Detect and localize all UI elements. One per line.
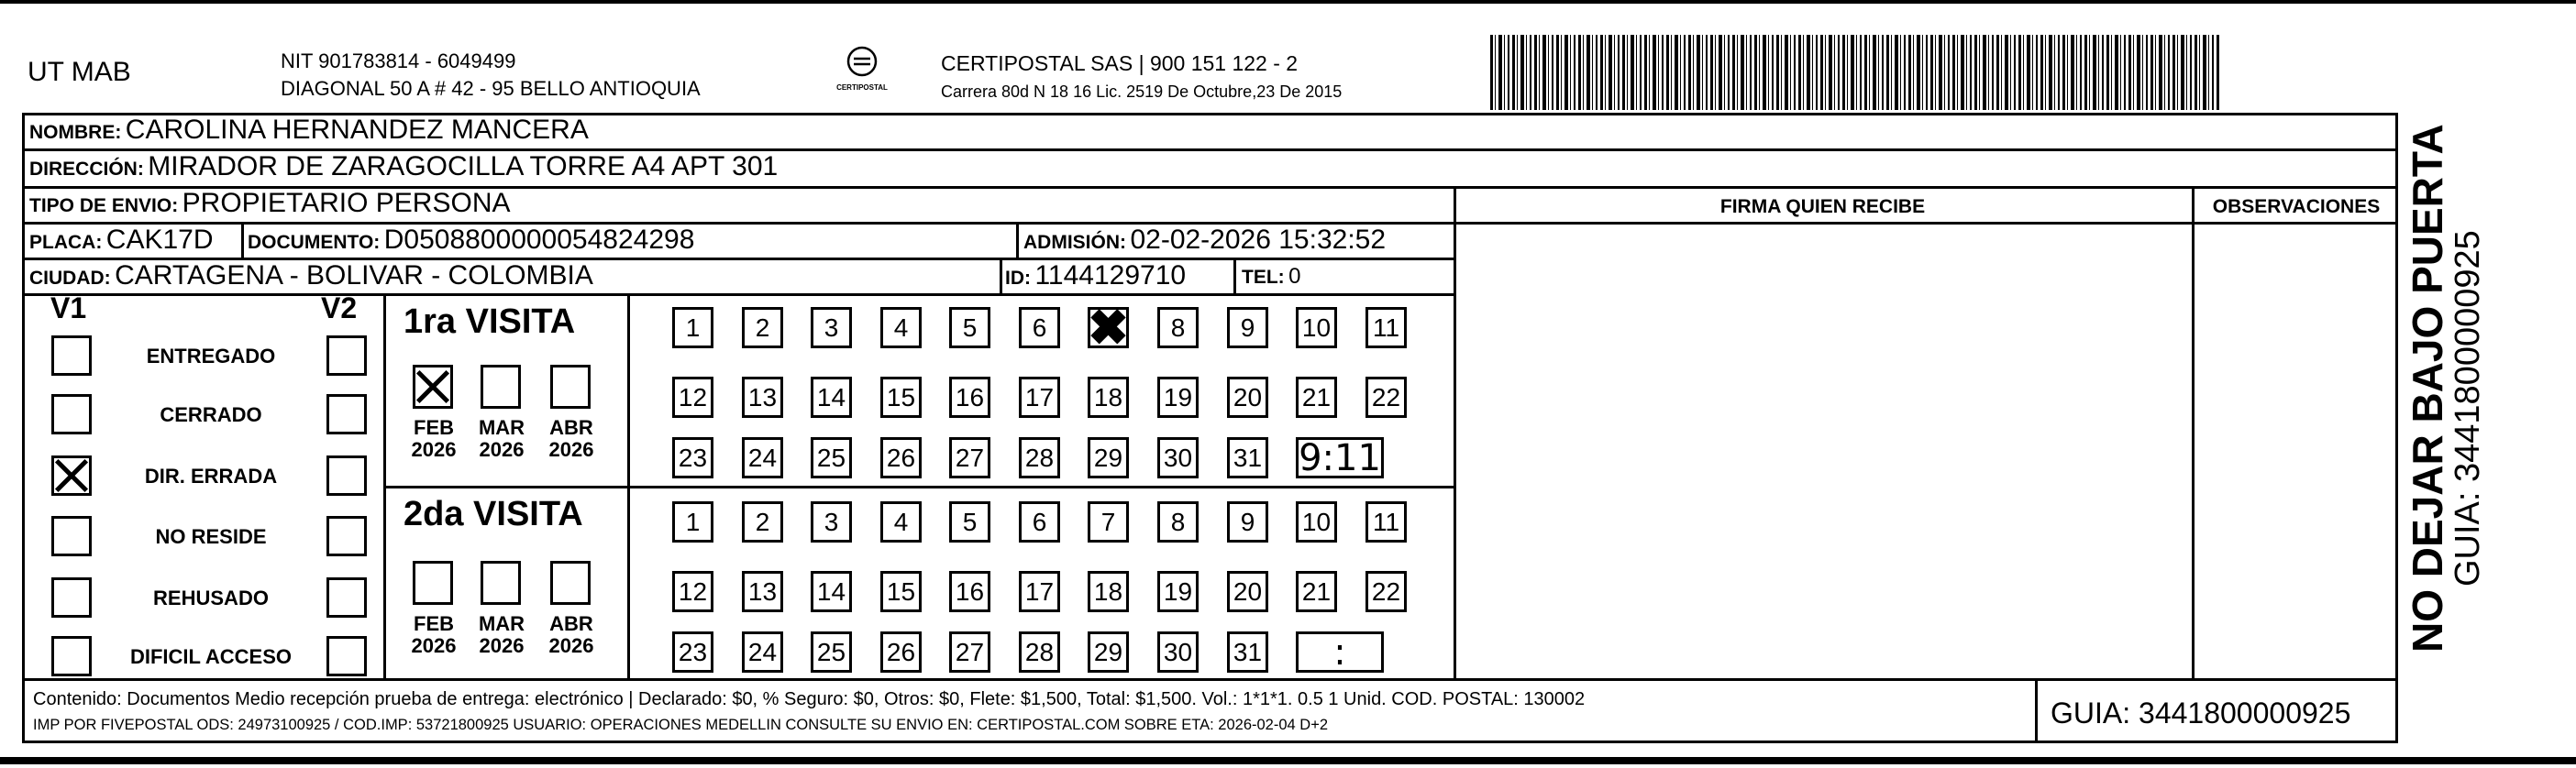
v2-checkbox-5[interactable]: [326, 636, 367, 676]
visit1-day-7[interactable]: [1087, 301, 1130, 356]
visit2-day-18[interactable]: 18: [1088, 571, 1129, 612]
ciudad-label: CIUDAD:: [29, 268, 111, 289]
visit1-day-9[interactable]: 9: [1227, 307, 1268, 348]
visit2-month-label: [409, 613, 459, 657]
documento-value: D0508800000054824298: [383, 225, 695, 255]
month-name: MAR: [478, 416, 525, 439]
tipo-envio-label: TIPO DE ENVIO:: [29, 195, 179, 216]
visit1-day-25[interactable]: 25: [811, 437, 852, 478]
visit1-day-19[interactable]: 19: [1157, 377, 1199, 418]
visit2-day-2[interactable]: 2: [742, 501, 783, 543]
visit2-title: 2da VISITA: [404, 495, 583, 533]
v2-checkbox-4[interactable]: [326, 577, 367, 618]
v1-checkbox-1[interactable]: [51, 394, 92, 434]
v2-header: V2: [321, 291, 358, 324]
visit2-day-23[interactable]: 23: [672, 631, 713, 673]
visit2-day-30[interactable]: 30: [1157, 631, 1199, 673]
placa-label: PLACA:: [29, 232, 103, 253]
v1-header: V1: [50, 291, 87, 324]
visit1-day-28[interactable]: 28: [1019, 437, 1060, 478]
visit2-month-checkbox-abr[interactable]: [550, 561, 591, 605]
status-label: DIFICIL ACCESO: [129, 645, 292, 668]
visit2-day-3[interactable]: 3: [811, 501, 852, 543]
nombre-label: NOMBRE:: [29, 122, 122, 143]
placa-value: CAK17D: [105, 225, 214, 255]
visit2-day-19[interactable]: 19: [1157, 571, 1199, 612]
visit2-day-5[interactable]: 5: [949, 501, 990, 543]
visit1-month-checkbox-abr[interactable]: [550, 365, 591, 409]
status-label: NO RESIDE: [155, 525, 267, 548]
logo-icon: [844, 46, 880, 79]
visit1-day-31[interactable]: 31: [1227, 437, 1268, 478]
month-name: ABR: [549, 612, 593, 635]
visit1-day-26[interactable]: 26: [880, 437, 922, 478]
visit2-day-15[interactable]: 15: [880, 571, 922, 612]
month-name: MAR: [478, 612, 525, 635]
visit1-day-8[interactable]: 8: [1157, 307, 1199, 348]
visit1-day-2[interactable]: 2: [742, 307, 783, 348]
status-label: CERRADO: [160, 403, 262, 426]
visit2-day-11[interactable]: 11: [1365, 501, 1407, 543]
v2-checkbox-1[interactable]: [326, 394, 367, 434]
visit2-day-6[interactable]: 6: [1019, 501, 1060, 543]
visit1-day-3[interactable]: 3: [811, 307, 852, 348]
visit2-day-21[interactable]: 21: [1296, 571, 1337, 612]
visit2-month-checkbox-feb[interactable]: [413, 561, 453, 605]
placa-field: [29, 225, 214, 256]
direccion-row: [29, 151, 778, 182]
visit2-month-label: [547, 613, 596, 657]
visit2-day-13[interactable]: 13: [742, 571, 783, 612]
visit1-day-15[interactable]: 15: [880, 377, 922, 418]
v1-checkbox-4[interactable]: [51, 577, 92, 618]
visit2-day-27[interactable]: 27: [949, 631, 990, 673]
visit2-day-8[interactable]: 8: [1157, 501, 1199, 543]
month-year: 2026: [479, 634, 525, 657]
visit1-month-label: [547, 417, 596, 461]
visit1-month-label: [409, 417, 459, 461]
visit2-month-checkbox-mar[interactable]: [481, 561, 521, 605]
visit1-day-22[interactable]: 22: [1365, 377, 1407, 418]
visit1-day-27[interactable]: 27: [949, 437, 990, 478]
visit2-day-16[interactable]: 16: [949, 571, 990, 612]
status-label: ENTREGADO: [146, 345, 276, 368]
month-name: FEB: [414, 612, 454, 635]
v1-checkbox-5[interactable]: [51, 636, 92, 676]
visit1-day-23[interactable]: 23: [672, 437, 713, 478]
v1-checkbox-2[interactable]: [51, 455, 92, 496]
no-dejar-bajo-puerta: NO DEJAR BAJO PUERTA: [2404, 124, 2451, 653]
visit1-day-13[interactable]: 13: [742, 377, 783, 418]
visit2-day-10[interactable]: 10: [1296, 501, 1337, 543]
v2-checkbox-2[interactable]: [326, 455, 367, 496]
admision-value: 02-02-2026 15:32:52: [1130, 225, 1387, 255]
visit2-day-4[interactable]: 4: [880, 501, 922, 543]
status-label: REHUSADO: [153, 587, 269, 609]
nombre-row: [29, 115, 589, 146]
visit1-month-label: [477, 417, 526, 461]
admision-label: ADMISIÓN:: [1023, 232, 1126, 253]
status-label: DIR. ERRADA: [144, 465, 278, 488]
visit2-time-box[interactable]: :: [1296, 631, 1384, 673]
visit2-day-31[interactable]: 31: [1227, 631, 1268, 673]
visit1-day-18[interactable]: 18: [1088, 377, 1129, 418]
footer-guia: GUIA: 3441800000925: [2051, 697, 2351, 730]
visit1-day-29[interactable]: 29: [1088, 437, 1129, 478]
admision-field: [1023, 225, 1386, 256]
side-guia: GUIA: 3441800000925: [2449, 230, 2487, 587]
nombre-value: CAROLINA HERNANDEZ MANCERA: [125, 115, 589, 145]
visit2-day-17[interactable]: 17: [1019, 571, 1060, 612]
v2-checkbox-3[interactable]: [326, 516, 367, 556]
tipo-envio-value: PROPIETARIO PERSONA: [182, 188, 511, 218]
visit1-day-30[interactable]: 30: [1157, 437, 1199, 478]
month-name: ABR: [549, 416, 593, 439]
v1-checkbox-0[interactable]: [51, 335, 92, 376]
visit1-month-checkbox-mar[interactable]: [481, 365, 521, 409]
visit1-day-11[interactable]: 11: [1365, 307, 1407, 348]
visit1-time-box[interactable]: 9:11: [1296, 437, 1384, 478]
visit1-day-12[interactable]: 12: [672, 377, 713, 418]
visit1-day-24[interactable]: 24: [742, 437, 783, 478]
direccion-label: DIRECCIÓN:: [29, 159, 144, 180]
documento-field: [248, 225, 694, 256]
month-year: 2026: [479, 438, 525, 461]
direccion-value: MIRADOR DE ZARAGOCILLA TORRE A4 APT 301: [148, 151, 779, 181]
imp-text: IMP POR FIVEPOSTAL ODS: 24973100925 / COD.IMP: 53721800925 USUARIO: OPERACIONES MEDELLIN CONSULTE SU ENVIO EN: CERTIPOSTAL.COM SOBRE ETA: 2026-02-04 D+2: [33, 717, 1329, 733]
visit1-month-checkbox-feb[interactable]: [413, 365, 453, 409]
logo-text: CERTIPOSTAL: [836, 83, 888, 92]
visit1-day-17[interactable]: 17: [1019, 377, 1060, 418]
documento-label: DOCUMENTO:: [248, 232, 381, 253]
visit2-day-25[interactable]: 25: [811, 631, 852, 673]
company-address: DIAGONAL 50 A # 42 - 95 BELLO ANTIOQUIA: [281, 77, 701, 100]
visit1-day-20[interactable]: 20: [1227, 377, 1268, 418]
visit2-day-1[interactable]: 1: [672, 501, 713, 543]
month-year: 2026: [548, 634, 594, 657]
company-nit: NIT 901783814 - 6049499: [281, 49, 516, 72]
month-year: 2026: [411, 438, 457, 461]
id-label: ID:: [1005, 268, 1031, 289]
certipostal-logo: [823, 46, 901, 92]
visit1-day-6[interactable]: 6: [1019, 307, 1060, 348]
visit2-day-24[interactable]: 24: [742, 631, 783, 673]
visit1-title: 1ra VISITA: [404, 302, 576, 341]
v2-checkbox-0[interactable]: [326, 335, 367, 376]
courier-name: CERTIPOSTAL SAS | 900 151 122 - 2: [941, 51, 1299, 75]
visit2-day-9[interactable]: 9: [1227, 501, 1268, 543]
id-value: 1144129710: [1034, 260, 1187, 291]
month-year: 2026: [548, 438, 594, 461]
courier-address: Carrera 80d N 18 16 Lic. 2519 De Octubre,23 De 2015: [941, 82, 1343, 101]
month-name: FEB: [414, 416, 454, 439]
tel-value: 0: [1288, 264, 1301, 289]
tel-label: TEL:: [1242, 267, 1285, 288]
visit1-day-4[interactable]: 4: [880, 307, 922, 348]
ciudad-value: CARTAGENA - BOLIVAR - COLOMBIA: [115, 260, 593, 291]
visit2-month-label: [477, 613, 526, 657]
month-year: 2026: [411, 634, 457, 657]
visit2-day-12[interactable]: 12: [672, 571, 713, 612]
visit2-day-28[interactable]: 28: [1019, 631, 1060, 673]
visit2-day-29[interactable]: 29: [1088, 631, 1129, 673]
visit2-day-20[interactable]: 20: [1227, 571, 1268, 612]
visit2-day-26[interactable]: 26: [880, 631, 922, 673]
visit2-day-14[interactable]: 14: [811, 571, 852, 612]
visit1-day-16[interactable]: 16: [949, 377, 990, 418]
visit1-day-5[interactable]: 5: [949, 307, 990, 348]
visit2-day-22[interactable]: 22: [1365, 571, 1407, 612]
visit1-day-1[interactable]: 1: [672, 307, 713, 348]
visit1-day-14[interactable]: 14: [811, 377, 852, 418]
ciudad-field: [29, 260, 593, 291]
contenido-text: Contenido: Documentos Medio recepción prueba de entrega: electrónico | Declarado: $0, % Seguro: $0, Otros: $0, Flete: $1,500, Total: $1,500. Vol.: 1*1*1. 0.5 1 Unid. COD. POSTAL: 130002: [33, 689, 1586, 709]
firma-header: FIRMA QUIEN RECIBE: [1719, 196, 1926, 217]
barcode: [1490, 35, 2219, 110]
visit2-day-7[interactable]: 7: [1088, 501, 1129, 543]
tipo-envio-row: [29, 188, 511, 219]
observaciones-header: OBSERVACIONES: [2212, 196, 2381, 217]
id-field: [1005, 260, 1186, 291]
visit1-day-10[interactable]: 10: [1296, 307, 1337, 348]
company-name: UT MAB: [28, 57, 131, 87]
tel-field: [1242, 264, 1300, 290]
v1-checkbox-3[interactable]: [51, 516, 92, 556]
visit1-day-21[interactable]: 21: [1296, 377, 1337, 418]
check-mark-icon: ✖: [1087, 301, 1130, 356]
